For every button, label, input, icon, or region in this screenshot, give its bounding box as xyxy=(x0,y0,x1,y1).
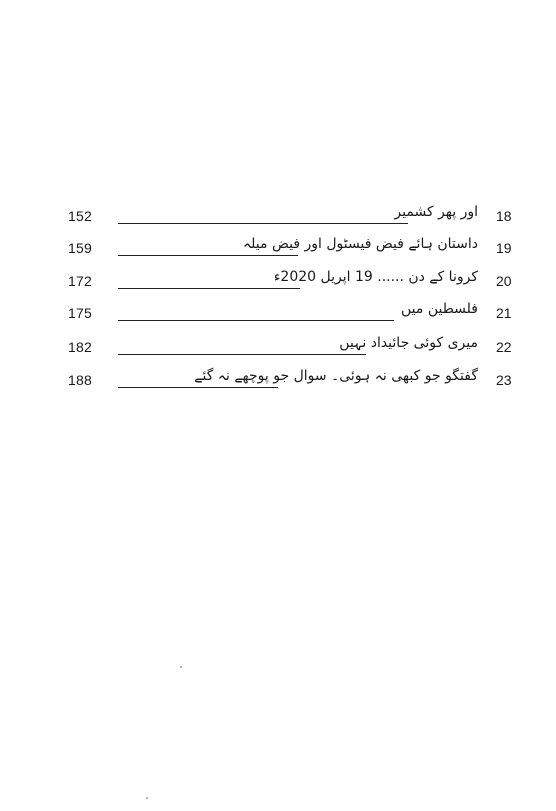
leader-line xyxy=(118,320,394,321)
leader-line xyxy=(118,288,300,289)
page-number: 172 xyxy=(68,273,92,289)
paper-speck xyxy=(180,666,182,668)
leader-line xyxy=(118,255,298,256)
entry-number: 18 xyxy=(496,208,512,224)
toc-entry-18 xyxy=(0,202,556,232)
entry-number: 23 xyxy=(496,372,512,388)
toc-entry-20 xyxy=(0,267,556,297)
toc-entry-22 xyxy=(0,333,556,363)
entry-number: 22 xyxy=(496,339,512,355)
page-number: 188 xyxy=(68,372,92,388)
entry-title: گفتگو جو کبھی نہ ہوئی۔ سوال جو پوچھے نہ گئے xyxy=(194,368,478,384)
entry-title: میری کوئی جائیداد نہیں xyxy=(339,335,478,351)
toc-entry-21 xyxy=(0,299,556,329)
toc-entry-23 xyxy=(0,366,556,396)
leader-line xyxy=(118,223,408,224)
entry-number: 21 xyxy=(496,305,512,321)
page-number: 152 xyxy=(68,208,92,224)
entry-title: داستان ہائے فیض فیسٹول اور فیض میلہ xyxy=(242,236,478,252)
entry-title: فلسطین میں xyxy=(400,301,478,317)
page-number: 175 xyxy=(68,305,92,321)
entry-number: 19 xyxy=(496,240,512,256)
leader-line xyxy=(118,354,366,355)
page-number: 159 xyxy=(68,240,92,256)
entry-title: کرونا کے دن ...... 19 اپریل 2020ء xyxy=(273,269,478,285)
leader-line xyxy=(118,387,278,388)
toc-entry-19 xyxy=(0,234,556,264)
paper-speck xyxy=(146,797,148,799)
page-number: 182 xyxy=(68,339,92,355)
entry-number: 20 xyxy=(496,273,512,289)
entry-title: اور پھر کشمیر xyxy=(394,204,478,220)
